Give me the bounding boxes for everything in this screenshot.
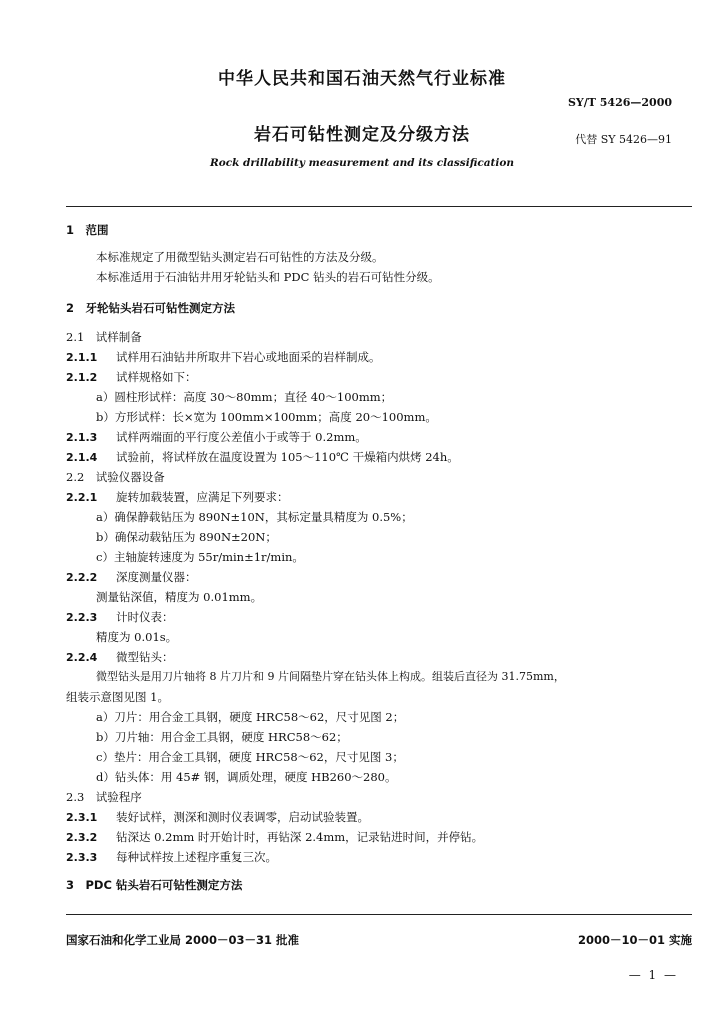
clause-2-1-2 (66, 370, 197, 385)
clause-number: 2.3.1 (66, 811, 98, 824)
clause-number: 2.2.2 (66, 571, 98, 584)
clause-text: 每种试样按上述程序重复三次。 (116, 850, 277, 864)
clause-number: 2.1.4 (66, 451, 98, 464)
section-1-para-1: 本标准规定了用微型钻头测定岩石可钻性的方法及分级。 (96, 250, 384, 264)
clause-2-2-1-c: c）主轴旋转速度为 55r/min±1r/min。 (96, 550, 304, 564)
english-title: Rock drillability measurement and its classification (209, 157, 515, 169)
document-title: 岩石可钻性测定及分级方法 (254, 125, 470, 145)
clause-text: 试样两端面的平行度公差值小于或等于 0.2mm。 (116, 430, 367, 444)
clause-text: 计时仪表： (116, 610, 174, 624)
clause-2-2-1-b: b）确保动载钻压为 890N±20N； (96, 530, 277, 544)
clause-2-3-2 (66, 830, 483, 845)
clause-2-2-4-c: c）垫片：用合金工具钢，硬度 HRC58～62，尺寸见图 3； (96, 750, 404, 764)
clause-text: 微型钻头： (116, 650, 174, 664)
section-2-heading: 2 牙轮钻头岩石可钻性测定方法 (66, 301, 235, 315)
header-rule (66, 206, 692, 207)
clause-2-1-1 (66, 350, 381, 365)
clause-number: 2.3.3 (66, 851, 98, 864)
clause-number: 2.1.3 (66, 431, 98, 444)
clause-2-2-1 (66, 490, 289, 505)
page-number: — 1 — (628, 968, 678, 982)
clause-number: 2.2.3 (66, 611, 98, 624)
clause-text: 试样规格如下： (116, 370, 197, 384)
clause-2-2-3-para: 精度为 0.01s。 (96, 630, 178, 644)
clause-number: 2.3.2 (66, 831, 98, 844)
replaces-note: 代替 SY 5426—91 (575, 133, 672, 146)
clause-text: 试验前，将试样放在温度设置为 105～110℃ 干燥箱内烘烤 24h。 (116, 450, 459, 464)
clause-2-1-2-b: b）方形试样：长×宽为 100mm×100mm；高度 20～100mm。 (96, 410, 437, 424)
section-1-para-2: 本标准适用于石油钻井用牙轮钻头和 PDC 钻头的岩石可钻性分级。 (96, 270, 440, 284)
clause-text: 深度测量仪器： (116, 570, 197, 584)
clause-2-3: 2.3 试验程序 (66, 790, 142, 804)
clause-2-2-4-b: b）刀片轴：用合金工具钢，硬度 HRC58～62； (96, 730, 348, 744)
clause-2-2-1-a: a）确保静载钻压为 890N±10N，其标定量具精度为 0.5%； (96, 510, 413, 524)
section-1-heading: 1 范围 (66, 223, 109, 237)
clause-number: 2.1.1 (66, 351, 98, 364)
clause-text: 钻深达 0.2mm 时开始计时，再钻深 2.4mm，记录钻进时间，并停钻。 (116, 830, 484, 844)
clause-number: 2.2.1 (66, 491, 98, 504)
clause-2-2-3 (66, 610, 174, 625)
approval-note: 国家石油和化学工业局 2000－03－31 批准 (66, 933, 300, 947)
clause-2-3-3 (66, 850, 277, 865)
clause-2-2-4-para-1: 微型钻头是用刀片轴将 8 片刀片和 9 片间隔垫片穿在钻头体上构成。组装后直径为 31.75mm， (96, 670, 565, 683)
standard-code: SY/T 5426—2000 (567, 96, 672, 109)
clause-2-2-4-para-2: 组装示意图见图 1。 (66, 690, 169, 704)
footer-rule (66, 914, 692, 915)
clause-text: 装好试样，测深和测时仪表调零，启动试验装置。 (116, 810, 369, 824)
clause-2-2-2-para: 测量钻深值，精度为 0.01mm。 (96, 590, 263, 604)
clause-2-2-4 (66, 650, 174, 665)
clause-number: 2.1.2 (66, 371, 98, 384)
effective-date: 2000－10－01 实施 (577, 933, 692, 947)
clause-number: 2.2.4 (66, 651, 98, 664)
clause-text: 试样用石油钻井所取井下岩心或地面采的岩样制成。 (116, 350, 381, 364)
clause-2-1-3 (66, 430, 367, 445)
clause-2-2: 2.2 试验仪器设备 (66, 470, 165, 484)
clause-text: 旋转加载装置，应满足下列要求： (116, 490, 289, 504)
clause-2-3-1 (66, 810, 369, 825)
clause-2-1-4 (66, 450, 459, 465)
clause-2-1-2-a: a）圆柱形试样：高度 30～80mm；直径 40～100mm； (96, 390, 393, 404)
clause-2-2-4-d: d）钻头体：用 45# 钢，调质处理，硬度 HB260～280。 (96, 770, 397, 784)
industry-standard-title: 中华人民共和国石油天然气行业标准 (218, 69, 506, 89)
clause-2-2-4-a: a）刀片：用合金工具钢，硬度 HRC58～62，尺寸见图 2； (96, 710, 405, 724)
clause-2-2-2 (66, 570, 197, 585)
section-3-heading: 3 PDC 钻头岩石可钻性测定方法 (66, 878, 243, 892)
clause-2-1: 2.1 试样制备 (66, 330, 142, 344)
